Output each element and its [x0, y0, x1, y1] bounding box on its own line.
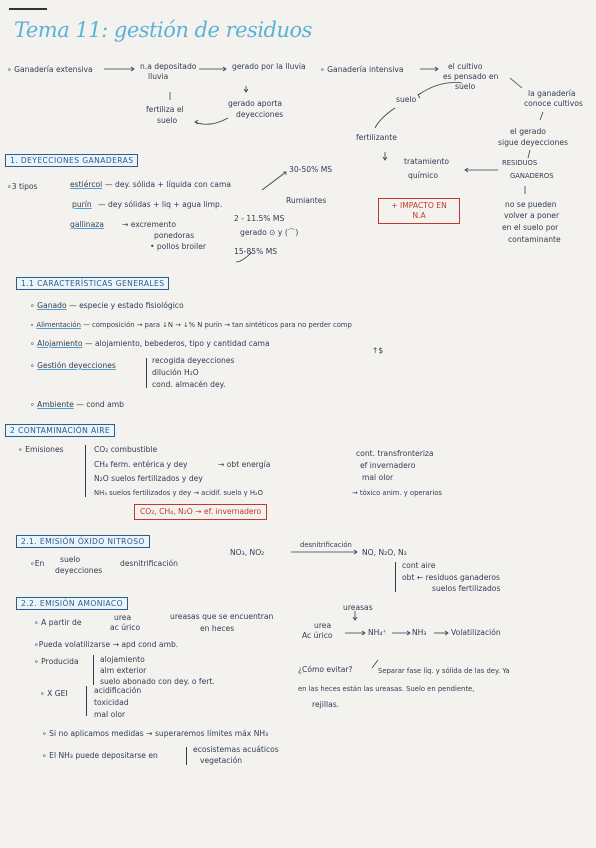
- sec1-purin: purín: [72, 200, 92, 209]
- sec22-prod-3: suelo abonado con dey. o fert.: [100, 677, 215, 686]
- sec11-bullet-ganado: ∘ Ganado — especie y estado fisiológico: [30, 301, 184, 310]
- sec1-estiercol-desc: — dey. sólida + líquida con cama: [105, 180, 232, 189]
- impacto-line2: N.A: [412, 210, 426, 220]
- sec2-mal-olor: mal olor: [362, 473, 394, 482]
- intensiva-suelo-a: suelo: [455, 82, 476, 91]
- sec22-nh3-depositarse: ∘ El NH₃ puede depositarse en: [42, 751, 158, 760]
- extensiva-gerado-lluvia: gerado por la lluvia: [232, 62, 306, 71]
- intensiva-no-pueden: no se pueden: [505, 200, 557, 209]
- impacto-line1: + IMPACTO EN: [391, 201, 447, 210]
- sec21-en: ∘En: [30, 559, 45, 568]
- sec21-suelo: suelo: [60, 555, 81, 564]
- section-2-header: 2 CONTAMINACIÓN AIRE: [5, 424, 115, 437]
- sec2-co2: CO₂ combustible: [94, 445, 158, 454]
- sec22-producida: ∘ Producida: [34, 657, 79, 666]
- section-1-header: 1. DEYECCIONES GANADERAS: [5, 154, 138, 167]
- sec11-bullet-alojamiento: ∘ Alojamiento — alojamiento, bebederos, tipo y cantidad cama: [30, 339, 270, 348]
- sec2-ch4-b: → obt energía: [218, 460, 271, 469]
- extensiva-gerado-aporta: gerado aporta: [228, 99, 283, 108]
- sec2-effect-box: CO₂, CH₄, N₂O → ef. invernadero: [134, 504, 267, 520]
- sec22-xgei: ∘ X GEI: [40, 689, 68, 698]
- sec11-gestion-2: dilución H₂O: [152, 368, 199, 377]
- sec22-volatil: Volatilización: [451, 628, 501, 637]
- sec21-brace: [395, 562, 396, 592]
- sec11-dinero: ↑$: [372, 346, 384, 355]
- sec22-separar: Separar fase líq. y sólida de las dey. Ya: [378, 667, 510, 675]
- sec1-pct3: 15-85% MS: [234, 247, 278, 256]
- extensiva-suelo: suelo: [157, 116, 178, 125]
- sec1-gallinaza-desc: → excremento: [122, 220, 176, 229]
- intensiva-sigue-deyecciones: sigue deyecciones: [498, 138, 568, 147]
- sec22-en-las-heces: en las heces están las ureasas. Suelo en pendiente,: [298, 685, 475, 693]
- sec11-bullet-gestion: ∘ Gestión deyecciones: [30, 361, 116, 370]
- sec22-a-partir: ∘ A partir de: [34, 618, 82, 627]
- sec2-emisiones-brace: [85, 445, 86, 497]
- sec2-toxico: → tóxico anim. y operarios: [352, 489, 442, 497]
- sec22-ureasas-top: ureasas: [343, 603, 373, 612]
- section-2-1-header: 2.1. EMISIÓN ÓXIDO NITROSO: [16, 535, 150, 548]
- sec22-nh3: NH₃: [412, 628, 427, 637]
- impacto-box: [378, 198, 460, 224]
- sec11-alojamiento: Alojamiento: [37, 339, 83, 348]
- intensiva-label: ∘ Ganadería intensiva: [320, 65, 404, 74]
- sec22-producida-brace: [93, 655, 94, 685]
- extensiva-lluvia: lluvia: [148, 72, 169, 81]
- sec1-tipos: ∘3 tipos: [7, 182, 38, 191]
- sec1-ponedoras: ponedoras: [154, 231, 195, 240]
- sec22-como-evitar: ¿Cómo evitar?: [298, 665, 353, 674]
- sec21-desnitrificacion: desnitrificación: [120, 559, 178, 568]
- sec2-n2o: N₂O suelos fertilizados y dey: [94, 474, 203, 483]
- sec11-ganado: Ganado: [37, 301, 67, 310]
- sec11-gestion-3: cond. almacén dey.: [152, 380, 226, 389]
- sec11-ambiente-desc: — cond amb: [76, 400, 124, 409]
- sec21-reaction-left: NO₃, NO₂: [230, 548, 265, 557]
- intensiva-la-ganaderia: la ganadería: [528, 89, 576, 98]
- extensiva-n-depositado: n.a depositado: [140, 62, 197, 71]
- sec22-urea2: urea: [314, 621, 332, 630]
- sec22-ecosistemas: ecosistemas acuáticos: [193, 745, 279, 754]
- intensiva-el-cultivo: el cultivo: [448, 62, 483, 71]
- sec11-alojamiento-desc: — alojamiento, bebederos, tipo y cantidad cama: [84, 339, 270, 348]
- sec21-suelos-fert: suelos fertilizados: [432, 584, 501, 593]
- sec22-prod-1: alojamiento: [100, 655, 145, 664]
- sec22-ureasas: ureasas que se encuentran: [170, 612, 274, 621]
- sec11-alimentacion: Alimentación: [36, 321, 81, 329]
- sec22-depositarse-brace: [186, 747, 187, 765]
- section-1-1-header: 1.1 CARACTERÍSTICAS GENERALES: [16, 277, 169, 290]
- sec22-pueda: ∘Pueda volatilizarse → apd cond amb.: [34, 640, 179, 649]
- sec22-prod-2: alm exterior: [100, 666, 147, 675]
- sec22-xgei-3: mal olor: [94, 710, 126, 719]
- intensiva-en-suelo: en el suelo por: [502, 223, 559, 232]
- sec21-obt: obt ← residuos ganaderos: [402, 573, 500, 582]
- sec22-rejillas: rejillas.: [312, 700, 340, 709]
- sec11-bullet-alimentacion: ∘ Alimentación — composición → para ↓N → ↓% N purín → tan sintéticos para no perder comp: [30, 321, 352, 329]
- sec11-ganado-desc: — especie y estado fisiológico: [69, 301, 184, 310]
- sec21-cont-aire: cont aire: [402, 561, 436, 570]
- sec2-transfronteriza: cont. transfronteriza: [356, 449, 434, 458]
- sec2-ch4: CH₄ ferm. entérica y dey: [94, 460, 188, 469]
- intensiva-volver: volver a poner: [504, 211, 560, 220]
- page-title: Tema 11: gestión de residuos: [14, 18, 312, 42]
- sec22-nh4: NH₄⁺: [368, 628, 387, 637]
- intensiva-es-pensado: es pensado en: [443, 72, 499, 81]
- sec22-si-no: ∘ Si no aplicamos medidas → superaremos límites máx NH₃: [42, 729, 269, 738]
- sec1-estiercol: estiércol: [70, 180, 103, 189]
- extensiva-label: ∘ Ganadería extensiva: [7, 65, 93, 74]
- sec22-xgei-2: toxicidad: [94, 698, 129, 707]
- sec1-pct2: 2 - 11.5% MS: [234, 214, 285, 223]
- sec11-bullet-ambiente: ∘ Ambiente — cond amb: [30, 400, 124, 409]
- sec11-alimentacion-desc: — composición → para ↓N → ↓% N purín → tan sintéticos para no perder comp: [83, 321, 352, 329]
- extensiva-fertiliza: fertiliza el: [146, 105, 184, 114]
- sec22-acurico2: Ac úrico: [302, 631, 333, 640]
- sec21-reaction-right: NO, N₂O, N₂: [362, 548, 407, 557]
- intensiva-tratamiento: tratamiento: [404, 157, 449, 166]
- sec1-gallinaza: gallinaza: [70, 220, 104, 229]
- intensiva-suelo-b: suelo: [396, 95, 417, 104]
- intensiva-conoce-cultivos: conoce cultivos: [524, 99, 583, 108]
- intensiva-fertilizante: fertilizante: [356, 133, 397, 142]
- sec22-vegetacion: vegetación: [200, 756, 243, 765]
- intensiva-contaminante: contaminante: [508, 235, 561, 244]
- sec11-ambiente: Ambiente: [37, 400, 74, 409]
- sec1-rumiantes: Rumiantes: [286, 196, 327, 205]
- intensiva-residuos: RESIDUOS: [502, 159, 538, 167]
- sec22-acurico: ac úrico: [110, 623, 141, 632]
- sec11-gestion-brace: [146, 358, 147, 388]
- sec22-heces: en heces: [200, 624, 235, 633]
- sec1-pollos: • pollos broiler: [150, 242, 207, 251]
- sec11-gestion-1: recogida deyecciones: [152, 356, 235, 365]
- sec21-deyecciones: deyecciones: [55, 566, 103, 575]
- intensiva-el-gerado: el gerado: [510, 127, 546, 136]
- sec2-invernadero: ef invernadero: [360, 461, 416, 470]
- intensiva-quimico: químico: [408, 171, 439, 180]
- sec11-gestion: Gestión deyecciones: [37, 361, 116, 370]
- sec2-nh3: NH₃ suelos fertilizados y dey → acidif. suelo y H₂O: [94, 489, 264, 497]
- sec2-emisiones: ∘ Emisiones: [18, 445, 64, 454]
- sec22-xgei-1: acidificación: [94, 686, 142, 695]
- sec1-pct1: 30-50% MS: [289, 165, 333, 174]
- extensiva-deyecciones: deyecciones: [236, 110, 284, 119]
- sec21-reaction-label: desnitrificación: [300, 541, 352, 549]
- sec22-xgei-brace: [86, 686, 87, 716]
- intensiva-ganaderos: GANADEROS: [510, 172, 554, 180]
- sec1-purin-desc: — dey sólidas + liq + agua limp.: [98, 200, 223, 209]
- sec1-gerado: gerado ⊙ y (⌒): [240, 228, 299, 237]
- sec22-urea: urea: [114, 613, 132, 622]
- section-2-2-header: 2.2. EMISIÓN AMONIACO: [16, 597, 128, 610]
